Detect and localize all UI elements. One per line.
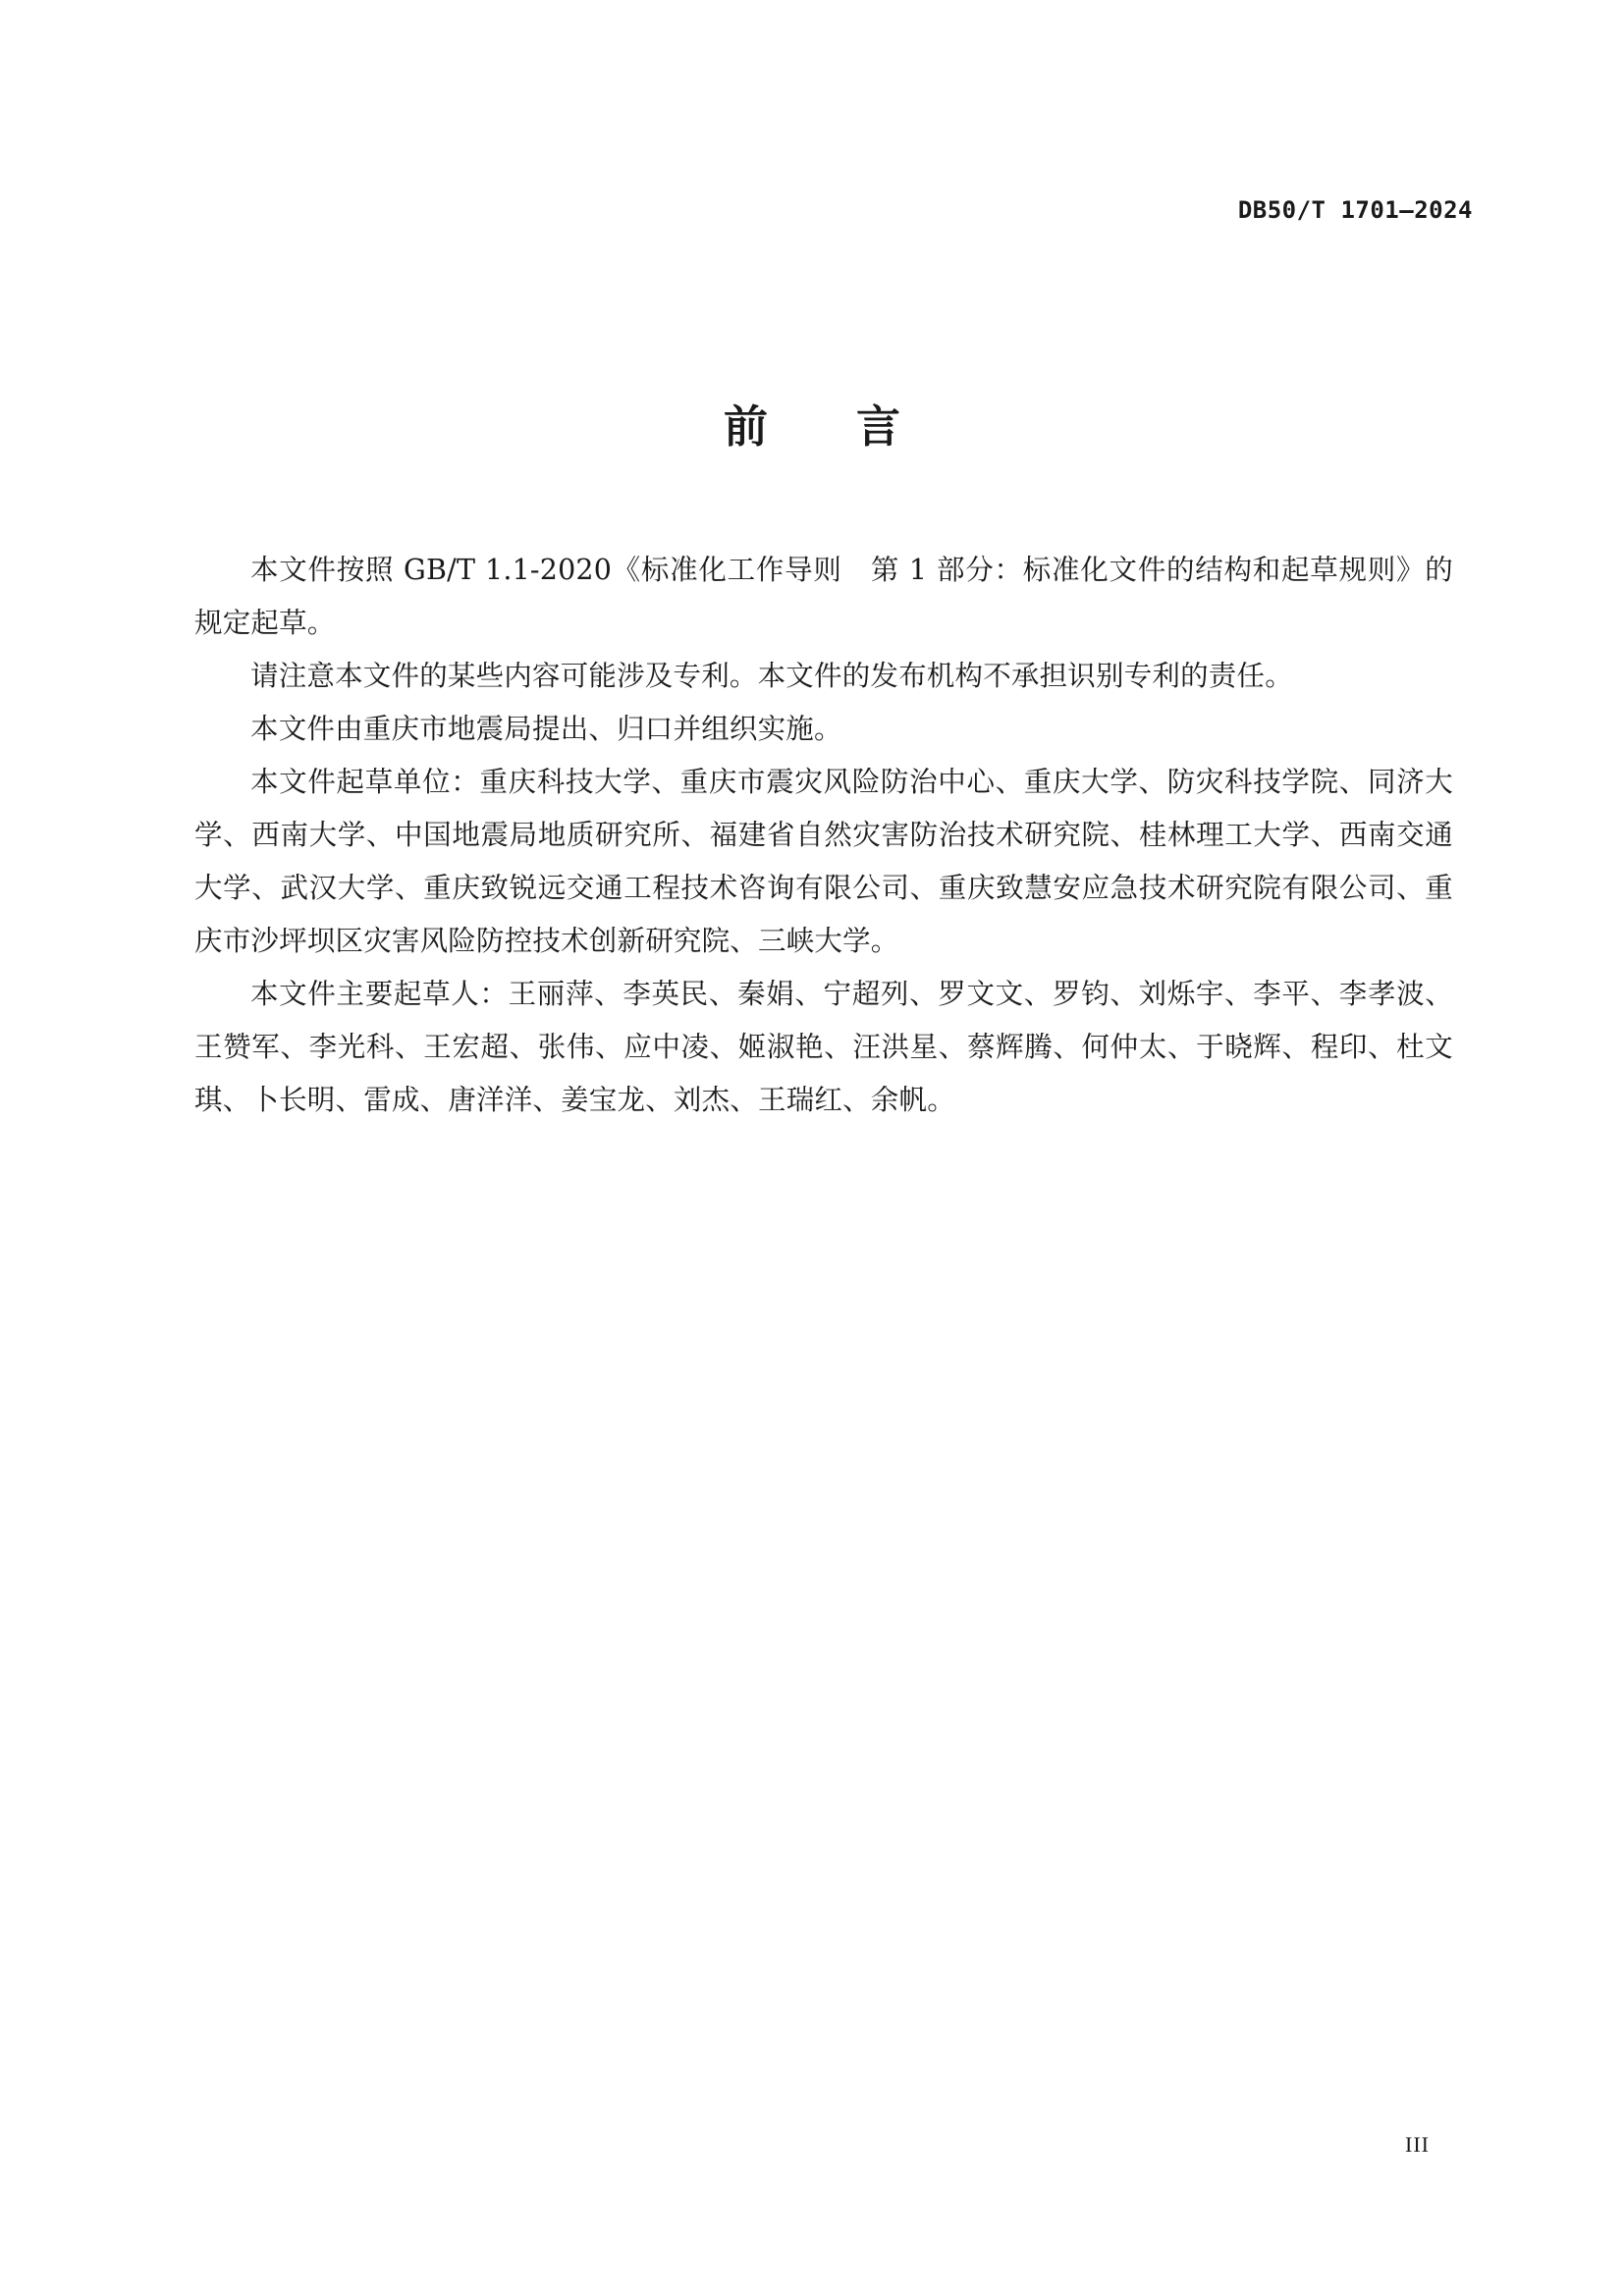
page-title: 前 言	[723, 400, 900, 453]
paragraph-drafting-units: 本文件起草单位：重庆科技大学、重庆市震灾风险防治中心、重庆大学、防灾科技学院、同济大学、西南大学、中国地震局地质研究所、福建省自然灾害防治技术研究院、桂林理工大学、西南交通大学、武汉大学、重庆致锐远交通工程技术咨询有限公司、重庆致慧安应急技术研究院有限公司、重庆市沙坪坝区灾害风险防控技术创新研究院、三峡大学。	[194, 766, 1453, 957]
paragraph-drafting-rules: 本文件按照 GB/T 1.1-2020《标准化工作导则 第 1 部分：标准化文件的结构和起草规则》的规定起草。	[194, 554, 1453, 639]
foreword-body	[194, 544, 1453, 1127]
paragraph-drafters: 本文件主要起草人：王丽萍、李英民、秦娟、宁超列、罗文文、罗钧、刘烁宇、李平、李孝波、王赞军、李光科、王宏超、张伟、应中凌、姬淑艳、汪洪星、蔡辉腾、何仲太、于晓辉、程印、杜文琪、卜长明、雷成、唐洋洋、姜宝龙、刘杰、王瑞红、余帆。	[194, 978, 1453, 1116]
page-number: III	[1405, 2132, 1430, 2157]
standard-code: DB50/T 1701—2024	[1237, 196, 1473, 224]
paragraph-proposer: 本文件由重庆市地震局提出、归口并组织实施。	[250, 713, 842, 745]
paragraph-patent-notice: 请注意本文件的某些内容可能涉及专利。本文件的发布机构不承担识别专利的责任。	[250, 660, 1293, 692]
